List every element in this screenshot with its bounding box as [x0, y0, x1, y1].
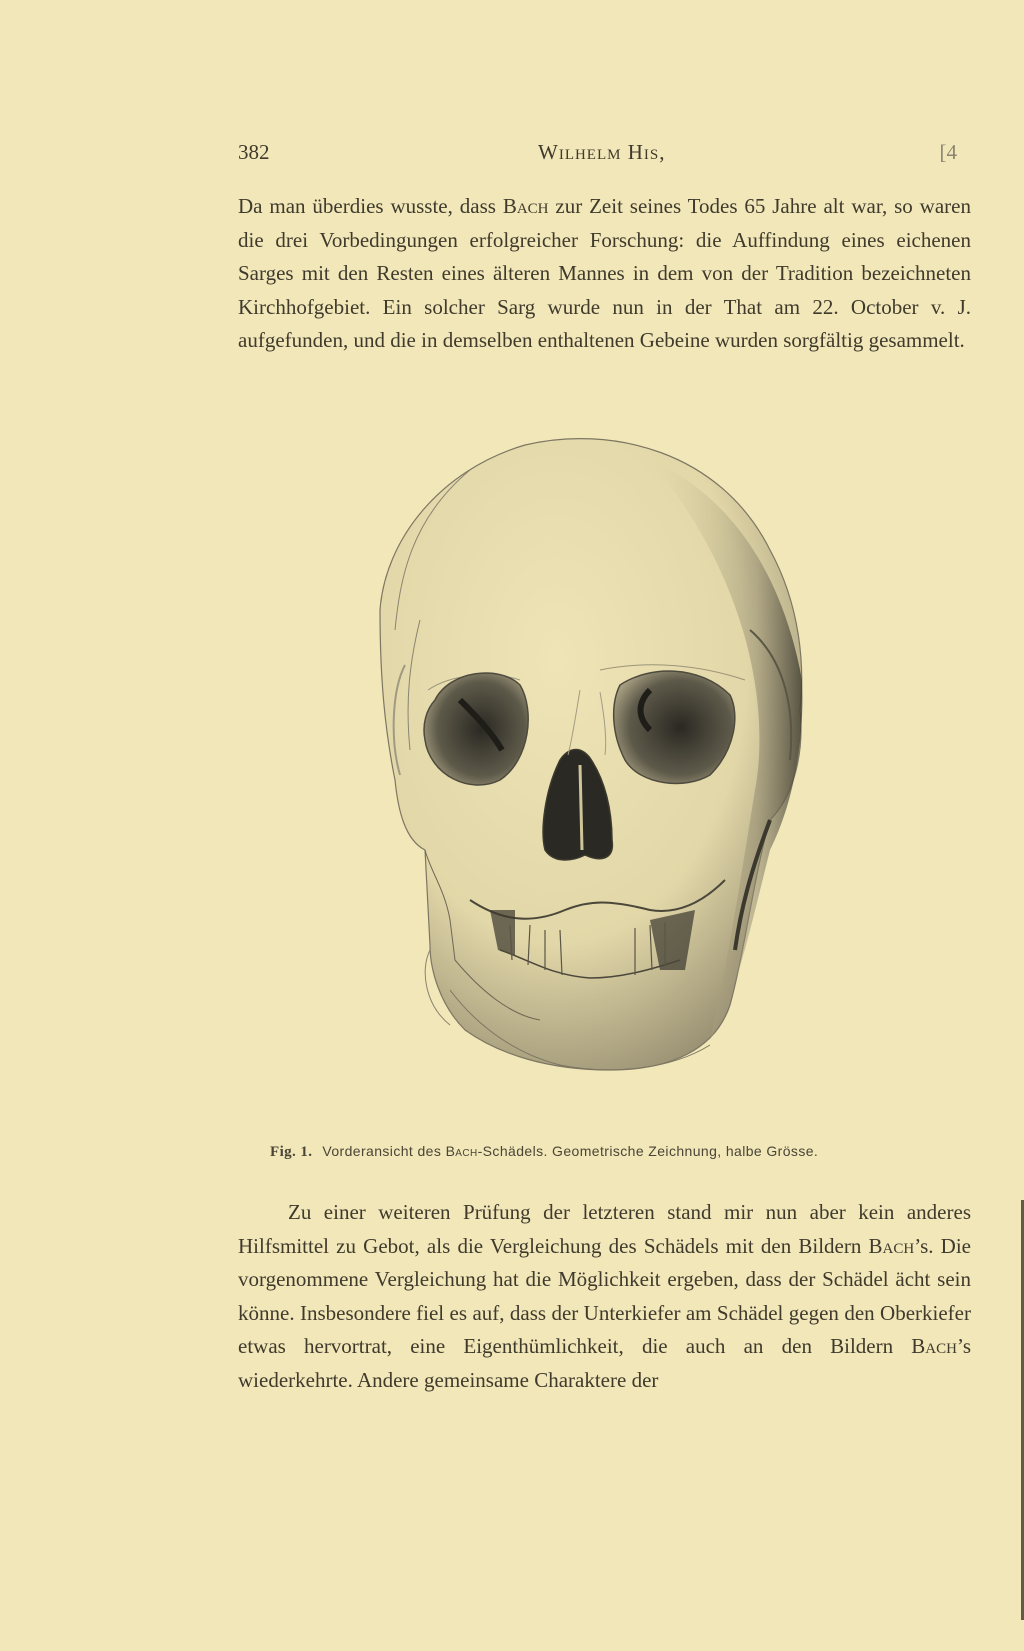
running-head	[538, 140, 665, 165]
name-bach: Bach	[502, 194, 549, 218]
text-run: ’s wiederkehrte. Andere gemeinsame Charaktere der	[238, 1334, 971, 1392]
caption-text: Vorderansicht des	[322, 1143, 446, 1159]
text-run: Zu einer weiteren Prüfung der letzteren stand mir nun aber kein anderes Hilfsmittel zu Gebot, als die Vergleichung des Schädels mit den Bildern	[238, 1200, 971, 1258]
text-run: ’s. Die vorgenommene Vergleichung hat die Möglichkeit ergeben, dass der Schädel ächt sein könne. Insbesondere fiel es auf, dass der Unterkiefer am Schädel gegen den Oberkiefer etwas hervortrat, eine Eigenthümlichkeit, die auch an den Bildern	[238, 1233, 971, 1358]
name-bach: Bach	[868, 1233, 915, 1258]
text-run: zur Zeit seines Todes 65 Jahre alt war, so waren die drei Vorbedingungen erfolgreicher Forschung: die Auffindung eines eichenen Sarges mit den Resten eines älteren Mannes in dem von der Tradition bezeichneten Kirchhofgebiet. Ein solcher Sarg wurde nun in der That am 22. October v. J. aufgefunden, und die in demselben enthaltenen Gebeine wurden sorgfältig gesammelt.	[238, 194, 971, 352]
running-head-author: Wilhelm His,	[538, 140, 666, 164]
page-header	[238, 140, 973, 170]
caption-text: -Schädels. Geometrische Zeichnung, halbe Grösse.	[477, 1143, 819, 1159]
page-number: 382	[238, 140, 270, 164]
name-bach: Bach	[911, 1334, 957, 1358]
text-run: Da man überdies wusste, dass	[238, 194, 503, 218]
figure-caption	[270, 1143, 970, 1161]
paragraph-bottom	[238, 1196, 971, 1397]
section-mark: [4	[939, 140, 957, 164]
paragraph-top	[238, 190, 971, 358]
skull-illustration	[350, 430, 850, 1120]
figure-label: Fig. 1.	[270, 1144, 313, 1160]
caption-name-bach: Bach	[445, 1143, 478, 1159]
